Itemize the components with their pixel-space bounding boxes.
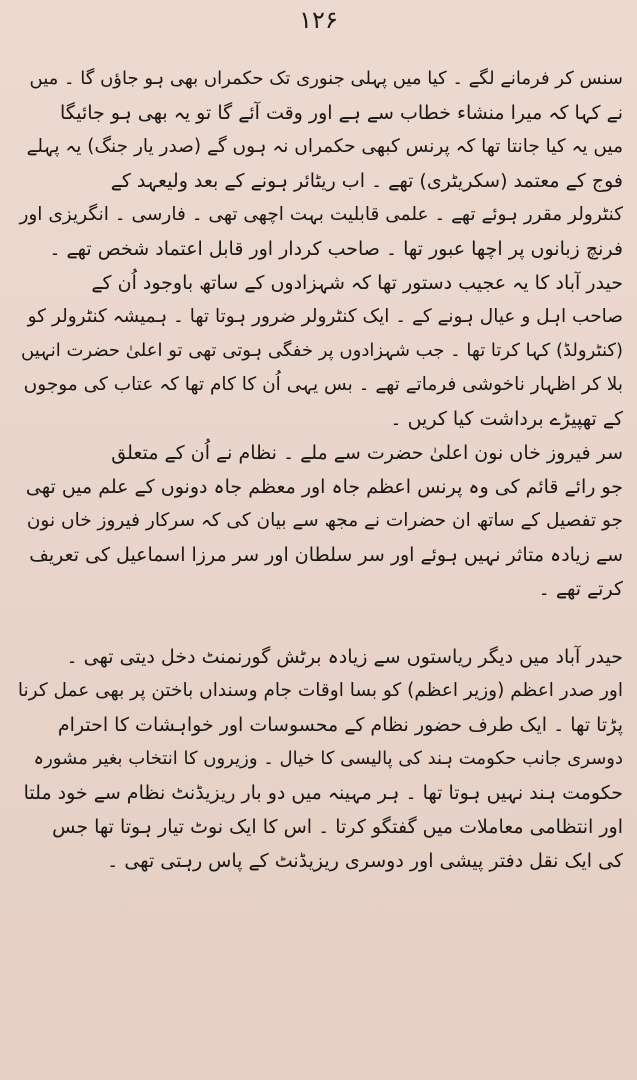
text-line: صاحب اہل و عیال ہونے کے ۔ ایک کنٹرولر ضرور ہوتا تھا ۔ ہمیشہ کنٹرولر کو	[27, 306, 623, 327]
text-line: پڑتا تھا ۔ ایک طرف حضور نظام کے محسوسات اور خواہشات کا احترام	[57, 714, 623, 736]
page-body	[18, 62, 623, 878]
text-line: کی ایک نقل دفتر پیشی اور دوسری ریزیڈنٹ کے پاس رہتی تھی ۔	[107, 850, 623, 872]
text-line: جو رائے قائم کی وہ پرنس اعظم جاہ اور معظم جاہ دونوں کے علم میں تھی	[25, 476, 623, 498]
text-line: کنٹرولر مقرر ہوئے تھے ۔ علمی قابلیت بہت اچھی تھی ۔ فارسی ۔ انگریزی اور	[19, 204, 623, 225]
text-line: فرنچ زبانوں پر اچھا عبور تھا ۔ صاحب کردار اور قابل اعتماد شخص تھے ۔	[49, 238, 623, 260]
text-line: اور انتظامی معاملات میں گفتگو کرتا ۔ اس کا ایک نوٹ تیار ہوتا تھا جس	[52, 816, 623, 838]
text-line: فوج کے معتمد (سکریٹری) تھے ۔ اب ریٹائر ہونے کے بعد ولیعہد کے	[110, 170, 623, 192]
text-line: میں یہ کیا جانتا تھا کہ پرنس کبھی حکمراں نہ ہوں گے (صدر یار جنگ) یہ پہلے	[26, 136, 623, 157]
text-line: سے زیادہ متاثر نہیں ہوئے اور سر سلطان اور سر مرزا اسماعیل کی تعریف	[29, 544, 623, 566]
paragraph-3	[18, 640, 623, 878]
text-line: حکومت ہند نہیں ہوتا تھا ۔ ہر مہینہ میں دو بار ریزیڈنٹ نظام سے خود ملتا	[23, 782, 623, 804]
text-line: حیدر آباد میں دیگر ریاستوں سے زیادہ برٹش گورنمنٹ دخل دیتی تھی ۔	[66, 646, 623, 668]
paragraph-1	[18, 62, 623, 436]
text-line: جو تفصیل کے ساتھ ان حضرات نے مجھ سے بیان کی کہ سرکار فیروز خاں نون	[26, 510, 623, 531]
text-line: سنس کر فرمانے لگے ۔ کیا میں پہلی جنوری تک حکمراں بھی ہو جاؤں گا ۔ میں	[29, 68, 623, 89]
text-line: سر فیروز خاں نون اعلیٰ حضرت سے ملے ۔ نظام نے اُن کے متعلق	[111, 442, 623, 464]
text-line: اور صدر اعظم (وزیر اعظم) کو بسا اوقات جام وسنداں باختن پر بھی عمل کرنا	[18, 680, 623, 701]
text-line: دوسری جانب حکومت ہند کی پالیسی کا خیال ۔ وزیروں کا انتخاب بغیر مشورہ	[33, 748, 623, 769]
text-line: کے تھپیڑے برداشت کیا کریں ۔	[390, 408, 623, 430]
text-line: نے کہا کہ میرا منشاء خطاب سے ہے اور وقت آئے گا تو یہ بھی ہو جائیگا	[59, 102, 623, 124]
text-line: (کنٹرولڈ) کہا کرتا تھا ۔ جب شہزادوں پر خفگی ہوتی تھی تو اعلیٰ حضرت انہیں	[21, 340, 623, 361]
paragraph-2	[18, 436, 623, 606]
page-number: ۱۲۶	[299, 6, 338, 34]
text-line: حیدر آباد کا یہ عجیب دستور تھا کہ شہزادوں کے ساتھ باوجود اُن کے	[91, 272, 623, 294]
text-line: کرتے تھے ۔	[538, 578, 623, 600]
text-line: بلا کر اظہار ناخوشی فرماتے تھے ۔ بس یہی اُن کا کام تھا کہ عتاب کی موجوں	[23, 374, 623, 395]
